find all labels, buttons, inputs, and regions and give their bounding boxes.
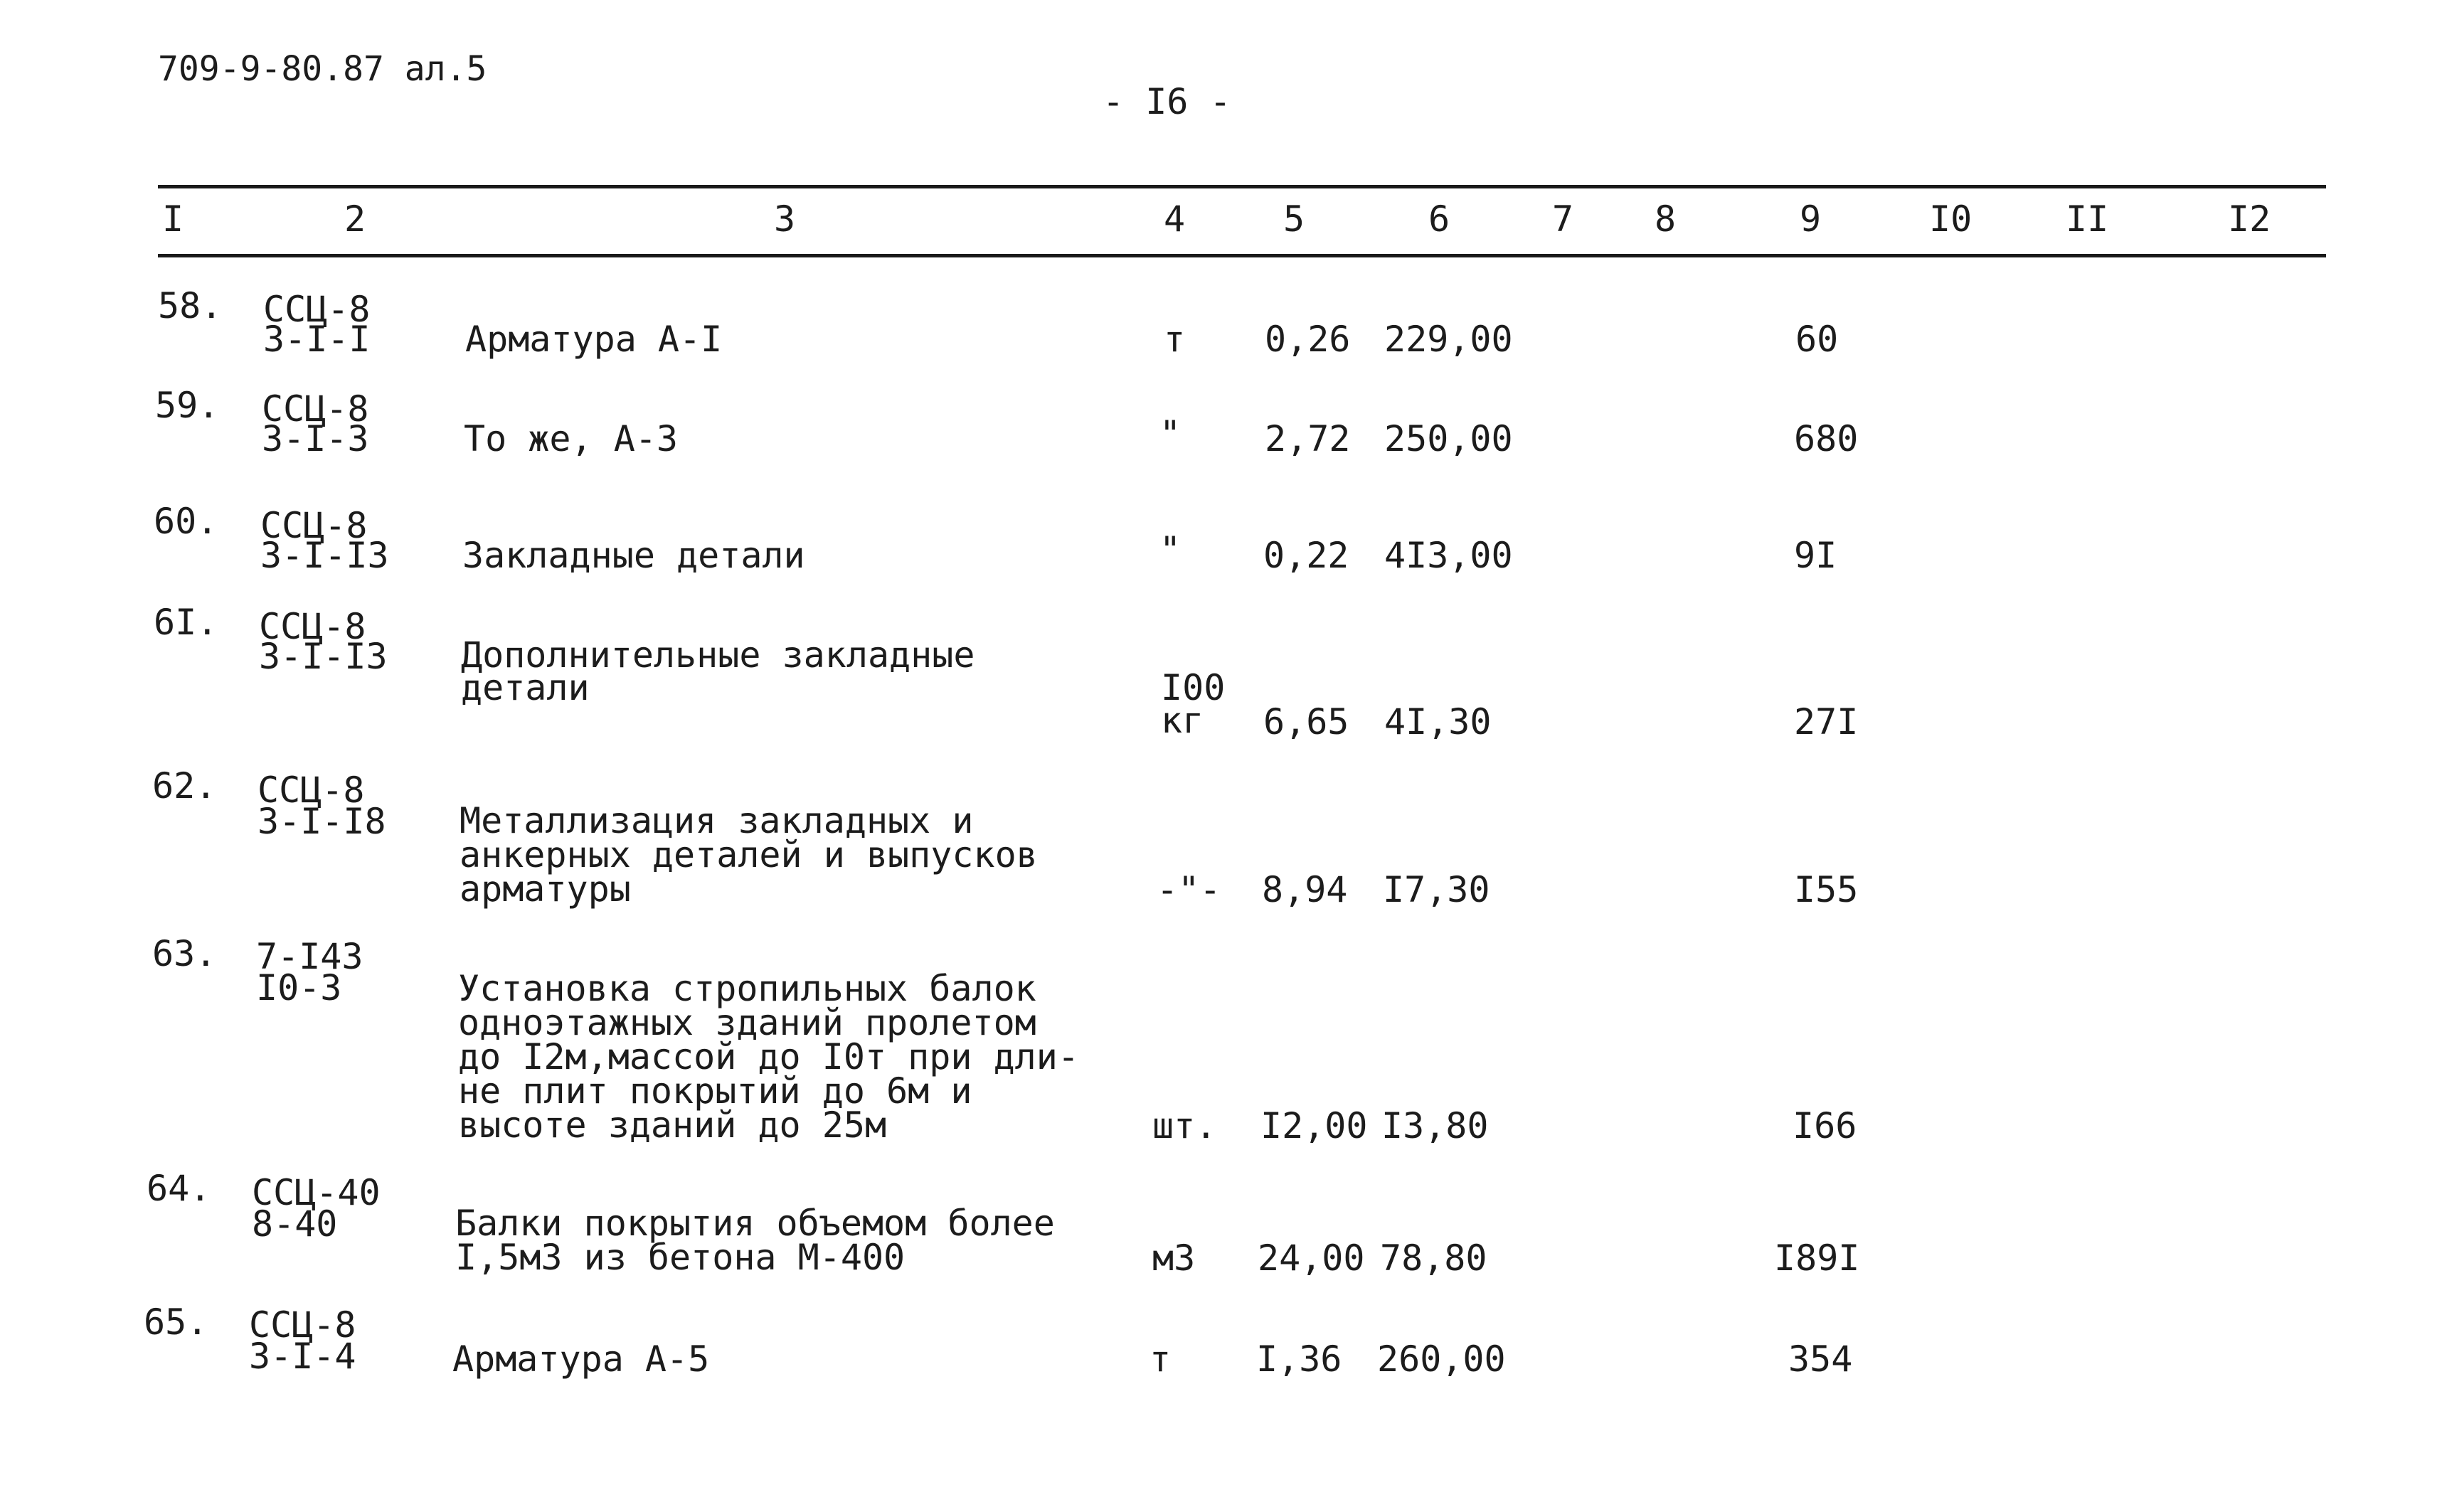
unit: " <box>1159 413 1182 454</box>
column-header-3: 3 <box>774 198 796 240</box>
total-cost: 27I <box>1794 701 1859 742</box>
column-header-1: I <box>162 198 184 240</box>
unit: " <box>1159 529 1182 570</box>
column-header-2: 2 <box>344 198 366 240</box>
norm-code: ССЦ-8 <box>262 388 369 430</box>
row-number: 63. <box>152 933 217 974</box>
column-header-11: II <box>2066 198 2109 240</box>
quantity: 2,72 <box>1265 418 1351 459</box>
quantity: 0,26 <box>1265 319 1351 360</box>
quantity: I2,00 <box>1260 1105 1368 1146</box>
item-name: Арматура А-5 <box>452 1338 710 1380</box>
total-cost: 60 <box>1795 319 1839 360</box>
total-cost: I55 <box>1794 869 1859 910</box>
total-cost: I66 <box>1793 1105 1857 1146</box>
row-number: 58. <box>158 285 223 326</box>
unit-price: 260,00 <box>1377 1338 1506 1380</box>
page-number: - I6 - <box>1103 81 1231 122</box>
column-header-10: I0 <box>1929 198 1973 240</box>
quantity: 24,00 <box>1258 1237 1365 1279</box>
norm-subcode: 3-I-I <box>263 319 371 360</box>
row-number: 65. <box>144 1301 208 1343</box>
column-header-9: 9 <box>1800 198 1822 240</box>
norm-code: ССЦ-40 <box>252 1172 381 1213</box>
column-header-5: 5 <box>1283 198 1305 240</box>
unit: I00 кг <box>1161 667 1226 741</box>
norm-code: ССЦ-8 <box>257 770 365 811</box>
norm-code: ССЦ-8 <box>259 606 366 647</box>
item-name: Установка стропильных балок одноэтажных зданий пролетом до I2м,массой до I0т при дли- не плит покрытий до 6м и высоте зданий до 25м <box>458 968 1079 1146</box>
column-header-7: 7 <box>1552 198 1574 240</box>
item-name: Металлизация закладных и анкерных деталей и выпусков арматуры <box>460 800 1038 910</box>
quantity: I,36 <box>1256 1338 1342 1380</box>
norm-code: ССЦ-8 <box>263 289 371 330</box>
table-top-rule <box>158 185 2326 188</box>
unit-price: I7,30 <box>1383 869 1490 910</box>
unit: -"- <box>1157 869 1221 910</box>
norm-subcode: 8-40 <box>252 1203 338 1245</box>
norm-code: 7-I43 <box>256 936 363 977</box>
item-name: Арматура А-I <box>465 319 723 360</box>
table-header-rule <box>158 254 2326 257</box>
norm-code: ССЦ-8 <box>249 1304 356 1346</box>
unit-price: 4I3,00 <box>1384 535 1513 576</box>
norm-subcode: 3-I-I3 <box>259 636 388 677</box>
total-cost: 9I <box>1794 535 1837 576</box>
norm-subcode: 3-I-I8 <box>257 801 386 842</box>
norm-subcode: I0-3 <box>256 967 342 1008</box>
item-name: То же, А-3 <box>464 418 679 459</box>
unit: шт. <box>1152 1105 1217 1146</box>
row-number: 59. <box>155 385 220 426</box>
unit-price: 250,00 <box>1384 418 1513 459</box>
unit-price: 229,00 <box>1384 319 1513 360</box>
column-header-12: I2 <box>2228 198 2271 240</box>
unit: т <box>1164 319 1186 360</box>
row-number: 64. <box>147 1168 211 1209</box>
quantity: 6,65 <box>1263 701 1349 742</box>
norm-subcode: 3-I-I3 <box>260 535 389 576</box>
column-header-4: 4 <box>1164 198 1186 240</box>
column-header-6: 6 <box>1428 198 1450 240</box>
unit-price: I3,80 <box>1381 1105 1489 1146</box>
total-cost: I89I <box>1774 1237 1860 1279</box>
item-name: Дополнительные закладные детали <box>461 634 975 708</box>
total-cost: 354 <box>1788 1338 1853 1380</box>
norm-code: ССЦ-8 <box>260 505 368 546</box>
norm-subcode: 3-I-3 <box>262 418 369 459</box>
unit: м3 <box>1152 1237 1196 1279</box>
norm-subcode: 3-I-4 <box>249 1336 356 1377</box>
unit: т <box>1150 1338 1172 1380</box>
unit-price: 4I,30 <box>1384 701 1492 742</box>
row-number: 62. <box>152 765 217 806</box>
quantity: 8,94 <box>1262 869 1348 910</box>
document-code: 709-9-80.87 ал.5 <box>158 49 487 89</box>
column-header-8: 8 <box>1655 198 1677 240</box>
item-name: Балки покрытия объемом более I,5м3 из бетона М-400 <box>455 1203 1055 1278</box>
item-name: Закладные детали <box>462 535 805 576</box>
row-number: 60. <box>154 501 218 542</box>
total-cost: 680 <box>1794 418 1859 459</box>
quantity: 0,22 <box>1263 535 1349 576</box>
row-number: 6I. <box>154 602 218 643</box>
unit-price: 78,80 <box>1380 1237 1487 1279</box>
